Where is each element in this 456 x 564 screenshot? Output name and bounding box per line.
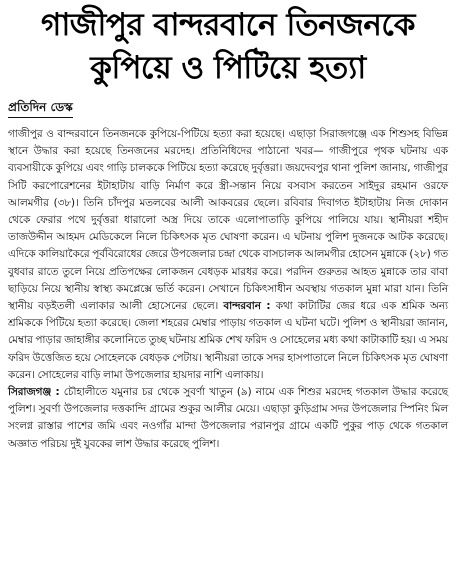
paragraph-1-tail: কথা কাটাটির জের ধরে এক শ্রমিক অন্য শ্রমিককে পিটিয়ে হত্যা করেছে। জেলা শহরের মেম্বার পাড়ায় গতকাল এ ঘটনা ঘটে। পুলিশ ও স্থানীয়রা জানান, মেম্বার পাড়ার জাহাঙ্গীর কলোনিতে তুচ্ছ ঘটনায় শ্রমিক শেখ ফরিদ ও সোহেলের মধ্য কথা কাটাকাটি হয়। এ সময় ফরিদ উত্তেজিত হয়ে সোহেলকে বেধড়ক পেটায়। স্থানীয়রা তাকে সদর হাসপাতালে নিলে চিকিৎসক মৃত ঘোষণা করেন। সোহেলের বাড়ি লামা উপজেলার হায়দার নাশি এলাকায়। [8,300,448,381]
paragraph-2 [8,384,448,453]
dateline-sirajganj: সিরাজগঞ্জ : [8,386,60,399]
dateline-bandarban: বান্দরবান : [223,300,271,313]
headline-line-1: গাজীপুর বান্দরবানে তিনজনকে [41,7,415,43]
headline-line-2: কুপিয়ে ও পিটিয়ে হত্যা [90,50,366,86]
paragraph-1-text: গাজীপুর ও বান্দরবানে তিনজনকে কুপিয়ে-পিটিয়ে হত্যা করা হয়েছে। এছাড়া সিরাজগঞ্জে এক শিশুসহ বিভিন্ন স্থানে উদ্ধার করা হয়েছে তিনজনের মরদেহ। প্রতিনিধিদের পাঠানো খবর— গাজীপুরে পৃথক ঘটনায় এক ব্যবসায়ীকে কুপিয়ে এবং গাড়ি চালককে পিটিয়ে হত্যা করেছে দুর্বৃত্তরা। জয়দেবপুর থানা পুলিশ জানায়, গাজীপুর সিটি করপোরেশনের ইটাহাটায় বাড়ি নির্মাণ করে স্ত্রী-সন্তান নিয়ে বসবাস করতেন সাইদুর রহমান ওরফে আলমগীর (৩৮)। তিনি চাঁদপুর মতলবের আলী আকবরের ছেলে। রবিবার দিবাগত ইটাহাটায় নিজ দোকান থেকে ফেরার পথে দুর্বৃত্তরা ধারালো অস্ত্র দিয়ে তাকে এলোপাতাড়ি কুপিয়ে পালিয়ে যায়। স্থানীয়রা শহীদ তাজউদ্দীন আহমদ মেডিকেলে নিলে চিকিৎসক মৃত ঘোষণা করেন। এ ঘটনায় পুলিশ দুজনকে আটক করেছে। এদিকে কালিয়াকৈরে পূর্ববিরোধের জেরে উপজেলার চন্দ্রা থেকে বাসচালক আলমগীর হোসেন মুন্নাকে (২৮) গত বুধবার রাতে তুলে নিয়ে প্রতিপক্ষের লোকজন বেধড়ক মারধর করে। পরদিন গুরুতর আহত মুন্নাকে তার বাবা ছাড়িয়ে নিয়ে স্থানীয় স্বাস্থ্য কমপ্লেক্সে ভর্তি করেন। সেখানে চিকিৎসাধীন অবস্থায় গতকাল মুন্না মারা যান। তিনি স্থানীয় বড়ইতলী এলাকার আলী হোসেনের ছেলে। [8,128,448,313]
byline: প্রতিদিন ডেস্ক [8,98,73,118]
paragraph-1 [8,126,448,384]
byline-row [0,90,456,118]
article-body [0,118,456,453]
headline [0,0,456,90]
paragraph-2-text: চৌহালীতে যমুনার চর থেকে সুবর্ণা খাতুন (৯) নামে এক শিশুর মরদেহ গতকাল উদ্ধার করেছে পুলিশ। সুবর্ণা উপজেলার দত্তকান্দি গ্রামের শুকুর আলীর মেয়ে। এছাড়া কুড়িগ্রাম সদর উপজেলার স্পিনিং মিল সংলগ্ন রাস্তার পাশের জমি এবং নওগাঁর মান্দা উপজেলার পরানপুর গ্রামে একটি পুকুর পাড় থেকে গতকাল অজ্ঞাত পরিচয় দুই যুবকের লাশ উদ্ধার করেছে পুলিশ। [8,386,448,450]
